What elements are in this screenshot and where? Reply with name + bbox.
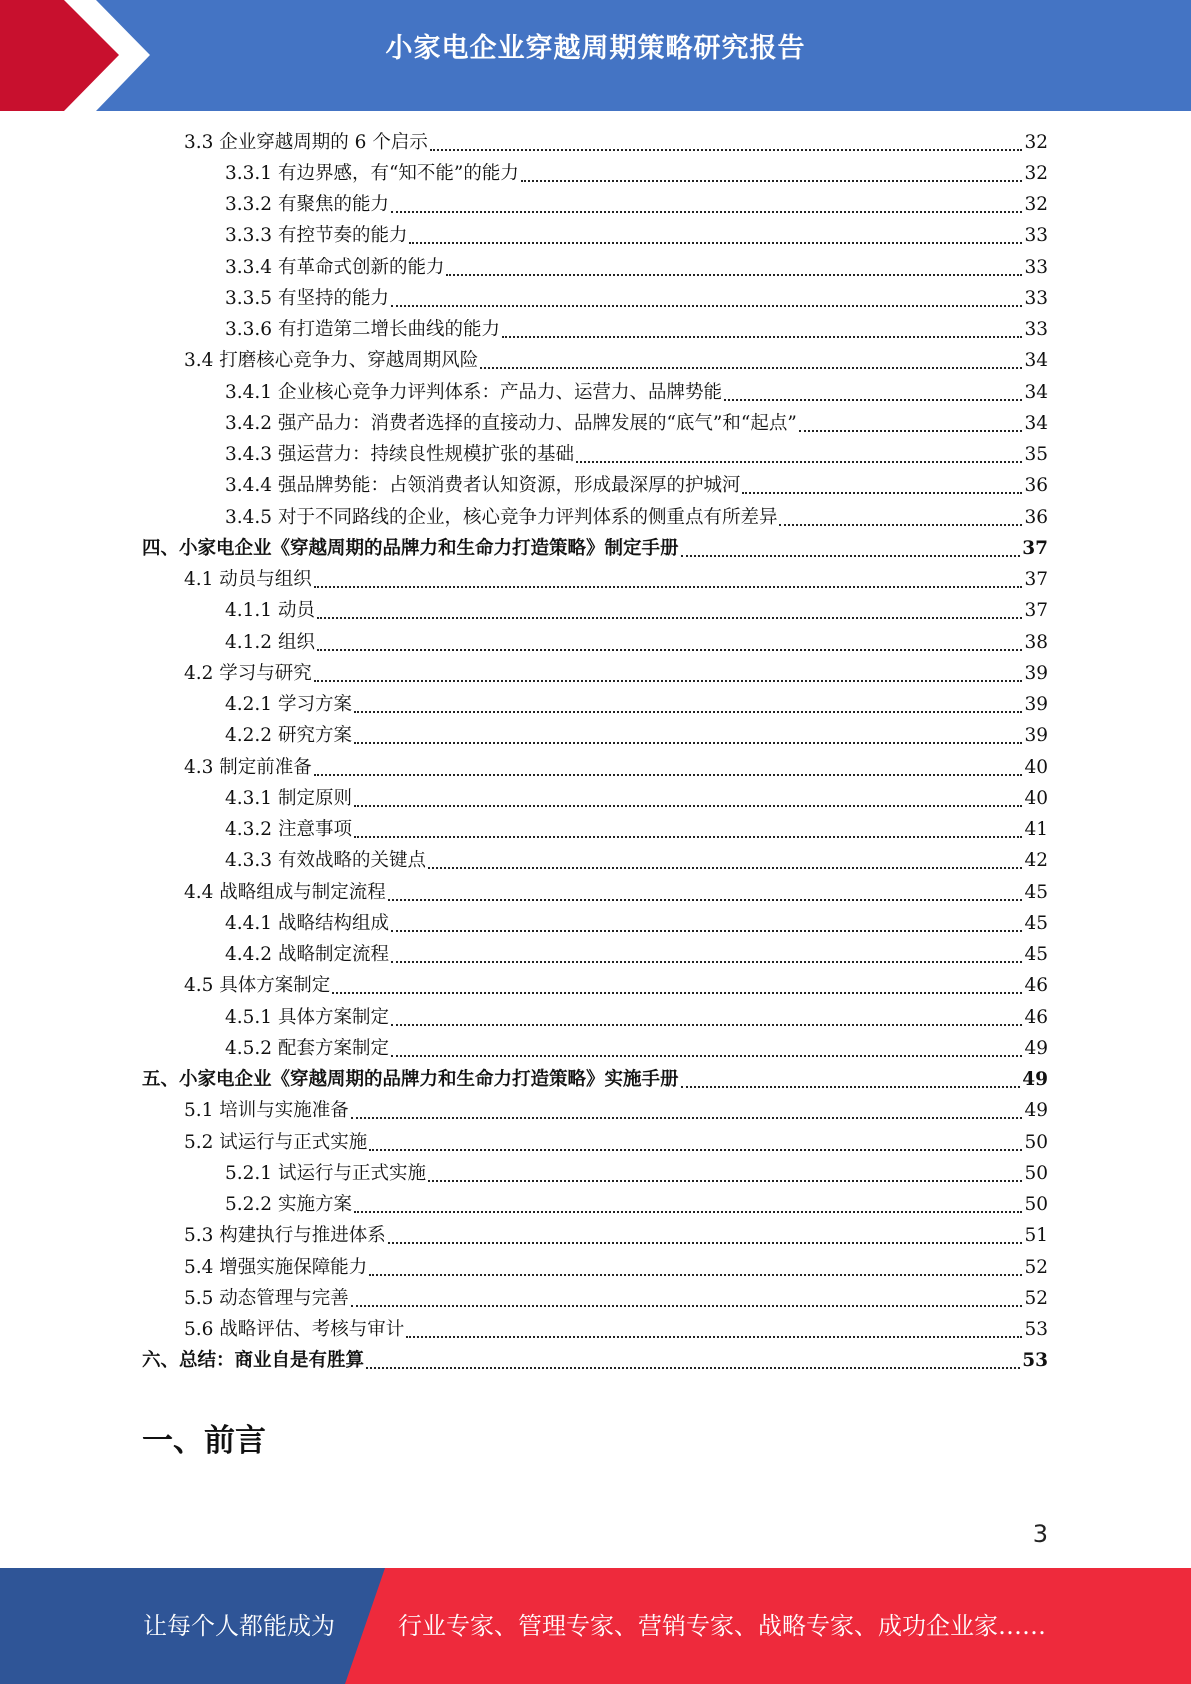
toc-entry-page: 40 xyxy=(1024,787,1048,809)
toc-entry-page: 33 xyxy=(1024,256,1048,278)
toc-entry[interactable] xyxy=(225,221,1048,252)
toc-entry[interactable] xyxy=(184,565,1048,596)
toc-dot-leader xyxy=(351,1289,1023,1307)
toc-entry[interactable] xyxy=(184,346,1048,377)
toc-entry-page: 50 xyxy=(1024,1131,1048,1153)
toc-entry[interactable] xyxy=(184,1096,1048,1127)
toc-entry-title: 4.5 具体方案制定 xyxy=(184,975,331,997)
toc-entry[interactable] xyxy=(184,971,1048,1002)
toc-entry-row[interactable] xyxy=(0,315,1191,346)
toc-entry-row[interactable] xyxy=(0,971,1191,1002)
toc-entry-title: 5.2 试运行与正式实施 xyxy=(184,1131,368,1153)
toc-entry-title: 4.5.1 具体方案制定 xyxy=(225,1006,389,1028)
toc-entry-title: 3.4.1 企业核心竞争力评判体系：产品力、运营力、品牌势能 xyxy=(225,381,722,403)
toc-entry-page: 32 xyxy=(1024,162,1048,184)
toc-entry-title: 3.3.2 有聚焦的能力 xyxy=(225,194,389,216)
toc-entry-row[interactable] xyxy=(0,690,1191,721)
toc-entry-row[interactable] xyxy=(0,1283,1191,1314)
toc-entry-title: 3.3.6 有打造第二增长曲线的能力 xyxy=(225,319,500,341)
toc-entry-page: 45 xyxy=(1024,881,1048,903)
toc-dot-leader xyxy=(354,726,1023,744)
toc-entry-row[interactable] xyxy=(0,908,1191,939)
toc-entry-page: 37 xyxy=(1022,537,1048,559)
toc-entry-row[interactable] xyxy=(0,1096,1191,1127)
toc-entry-row[interactable] xyxy=(0,502,1191,533)
toc-entry-row[interactable] xyxy=(0,783,1191,814)
toc-entry-page: 51 xyxy=(1024,1225,1048,1247)
toc-entry-title: 5.3 构建执行与推进体系 xyxy=(184,1225,386,1247)
toc-entry-row[interactable] xyxy=(0,252,1191,283)
toc-entry-page: 33 xyxy=(1024,225,1048,247)
toc-entry-title: 3.4.4 强品牌势能：占领消费者认知资源，形成最深厚的护城河 xyxy=(225,475,741,497)
toc-entry[interactable] xyxy=(184,1221,1048,1252)
toc-entry[interactable] xyxy=(142,1065,1048,1096)
toc-entry-row[interactable] xyxy=(0,1221,1191,1252)
toc-entry-title: 4.4.2 战略制定流程 xyxy=(225,944,389,966)
toc-entry[interactable] xyxy=(184,1252,1048,1283)
toc-dot-leader xyxy=(480,351,1022,369)
toc-entry-row[interactable] xyxy=(0,1346,1191,1377)
toc-dot-leader xyxy=(521,164,1023,182)
toc-entry-title: 4.2 学习与研究 xyxy=(184,662,312,684)
toc-entry-row[interactable] xyxy=(0,533,1191,564)
toc-entry-row[interactable] xyxy=(0,596,1191,627)
toc-dot-leader xyxy=(406,1320,1022,1338)
toc-entry-row[interactable] xyxy=(0,1315,1191,1346)
toc-entry-row[interactable] xyxy=(0,877,1191,908)
toc-entry[interactable] xyxy=(184,877,1048,908)
toc-entry-title: 4.3.1 制定原则 xyxy=(225,787,352,809)
toc-entry-row[interactable] xyxy=(0,283,1191,314)
toc-entry-title: 4.4.1 战略结构组成 xyxy=(225,912,389,934)
toc-entry[interactable] xyxy=(184,1283,1048,1314)
toc-entry-title: 3.4.5 对于不同路线的企业，核心竞争力评判体系的侧重点有所差异 xyxy=(225,506,778,528)
toc-dot-leader xyxy=(391,914,1022,932)
toc-entry-title: 5.2.2 实施方案 xyxy=(225,1194,352,1216)
toc-entry-title: 3.3 企业穿越周期的 6 个启示 xyxy=(184,131,428,153)
toc-entry-title: 5.5 动态管理与完善 xyxy=(184,1287,349,1309)
toc-dot-leader xyxy=(779,508,1022,526)
toc-entry-title: 3.3.5 有坚持的能力 xyxy=(225,287,389,309)
toc-entry-row[interactable] xyxy=(0,846,1191,877)
table-of-contents xyxy=(0,127,1191,1377)
toc-entry-title: 5.2.1 试运行与正式实施 xyxy=(225,1162,426,1184)
toc-entry[interactable] xyxy=(225,315,1048,346)
toc-entry-row[interactable] xyxy=(0,1065,1191,1096)
toc-entry-title: 4.1 动员与组织 xyxy=(184,569,312,591)
toc-entry[interactable] xyxy=(225,721,1048,752)
toc-entry-page: 38 xyxy=(1024,631,1048,653)
toc-entry-title: 5.1 培训与实施准备 xyxy=(184,1100,349,1122)
toc-entry-row[interactable] xyxy=(0,1033,1191,1064)
toc-entry-title: 3.3.4 有革命式创新的能力 xyxy=(225,256,445,278)
toc-entry-page: 37 xyxy=(1024,569,1048,591)
toc-entry[interactable] xyxy=(225,940,1048,971)
toc-entry[interactable] xyxy=(225,846,1048,877)
toc-entry-row[interactable] xyxy=(0,471,1191,502)
toc-dot-leader xyxy=(681,539,1021,557)
toc-entry-page: 33 xyxy=(1024,319,1048,341)
toc-entry-title: 5.4 增强实施保障能力 xyxy=(184,1256,368,1278)
toc-entry[interactable] xyxy=(225,815,1048,846)
toc-entry-page: 49 xyxy=(1022,1069,1048,1091)
toc-entry-title: 4.1.1 动员 xyxy=(225,600,315,622)
toc-entry-row[interactable] xyxy=(0,627,1191,658)
page-header xyxy=(0,0,1191,111)
toc-dot-leader xyxy=(314,664,1023,682)
toc-entry-page: 49 xyxy=(1024,1037,1048,1059)
section-heading: 一、前言 xyxy=(142,1423,266,1459)
toc-entry-row[interactable] xyxy=(0,940,1191,971)
toc-dot-leader xyxy=(369,1258,1022,1276)
toc-entry[interactable] xyxy=(225,1002,1048,1033)
toc-entry[interactable] xyxy=(225,1158,1048,1189)
toc-entry-page: 37 xyxy=(1024,600,1048,622)
toc-entry-title: 3.4.3 强运营力：持续良性规模扩张的基础 xyxy=(225,444,574,466)
toc-dot-leader xyxy=(391,1008,1022,1026)
toc-entry[interactable] xyxy=(225,440,1048,471)
toc-entry[interactable] xyxy=(225,596,1048,627)
toc-entry-page: 50 xyxy=(1024,1194,1048,1216)
toc-dot-leader xyxy=(681,1070,1021,1088)
toc-entry-row[interactable] xyxy=(0,1252,1191,1283)
toc-entry-title: 4.2.1 学习方案 xyxy=(225,694,352,716)
toc-dot-leader xyxy=(388,883,1023,901)
toc-dot-leader xyxy=(332,976,1022,994)
toc-entry-row[interactable] xyxy=(0,190,1191,221)
toc-entry-page: 53 xyxy=(1022,1350,1048,1372)
toc-entry-title: 3.4 打磨核心竞争力、穿越周期风险 xyxy=(184,350,479,372)
toc-entry-page: 36 xyxy=(1024,475,1048,497)
toc-entry-title: 4.3.2 注意事项 xyxy=(225,819,352,841)
toc-entry-page: 53 xyxy=(1024,1319,1048,1341)
toc-entry-row[interactable] xyxy=(0,440,1191,471)
toc-entry-page: 42 xyxy=(1024,850,1048,872)
toc-entry[interactable] xyxy=(225,502,1048,533)
toc-dot-leader xyxy=(391,945,1022,963)
toc-entry[interactable] xyxy=(184,752,1048,783)
toc-entry[interactable] xyxy=(184,1127,1048,1158)
toc-entry[interactable] xyxy=(225,377,1048,408)
toc-entry-page: 45 xyxy=(1024,944,1048,966)
toc-dot-leader xyxy=(314,758,1023,776)
toc-dot-leader xyxy=(388,1226,1023,1244)
toc-entry-title: 5.6 战略评估、考核与审计 xyxy=(184,1319,405,1341)
toc-entry[interactable] xyxy=(142,1346,1048,1377)
toc-entry[interactable] xyxy=(225,190,1048,221)
toc-entry-row[interactable] xyxy=(0,658,1191,689)
toc-entry[interactable] xyxy=(225,252,1048,283)
toc-entry-page: 34 xyxy=(1024,350,1048,372)
toc-dot-leader xyxy=(391,1039,1022,1057)
toc-entry-row[interactable] xyxy=(0,127,1191,158)
toc-entry-row[interactable] xyxy=(0,377,1191,408)
toc-dot-leader xyxy=(428,1164,1022,1182)
toc-dot-leader xyxy=(351,1101,1023,1119)
toc-dot-leader xyxy=(430,133,1023,151)
toc-dot-leader xyxy=(354,695,1023,713)
toc-entry[interactable] xyxy=(225,408,1048,439)
header-title: 小家电企业穿越周期策略研究报告 xyxy=(385,33,806,64)
toc-entry-title: 4.3.3 有效战略的关键点 xyxy=(225,850,426,872)
toc-entry-title: 五、小家电企业《穿越周期的品牌力和生命力打造策略》实施手册 xyxy=(142,1069,679,1091)
toc-dot-leader xyxy=(391,195,1022,213)
toc-entry-page: 52 xyxy=(1024,1256,1048,1278)
toc-entry-row[interactable] xyxy=(0,221,1191,252)
toc-entry-row[interactable] xyxy=(0,565,1191,596)
toc-entry[interactable] xyxy=(142,533,1048,564)
footer-slogan-right: 行业专家、管理专家、营销专家、战略专家、成功企业家…… xyxy=(398,1612,1046,1640)
toc-entry-row[interactable] xyxy=(0,408,1191,439)
toc-entry-page: 32 xyxy=(1024,131,1048,153)
toc-dot-leader xyxy=(366,1351,1020,1369)
toc-dot-leader xyxy=(502,320,1022,338)
toc-entry[interactable] xyxy=(184,1315,1048,1346)
toc-entry[interactable] xyxy=(225,1033,1048,1064)
toc-entry-page: 46 xyxy=(1024,1006,1048,1028)
toc-entry-page: 45 xyxy=(1024,912,1048,934)
toc-entry-row[interactable] xyxy=(0,752,1191,783)
toc-dot-leader xyxy=(317,633,1023,651)
toc-entry-page: 39 xyxy=(1024,662,1048,684)
toc-entry-page: 50 xyxy=(1024,1162,1048,1184)
page-footer xyxy=(0,1568,1191,1684)
toc-entry[interactable] xyxy=(184,658,1048,689)
toc-entry[interactable] xyxy=(225,471,1048,502)
toc-entry-row[interactable] xyxy=(0,1190,1191,1221)
toc-entry[interactable] xyxy=(225,908,1048,939)
toc-entry[interactable] xyxy=(225,690,1048,721)
toc-dot-leader xyxy=(799,414,1023,432)
toc-dot-leader xyxy=(409,226,1022,244)
toc-entry-row[interactable] xyxy=(0,815,1191,846)
toc-entry-page: 39 xyxy=(1024,725,1048,747)
toc-entry-title: 六、总结：商业自是有胜算 xyxy=(142,1350,365,1372)
toc-entry[interactable] xyxy=(225,1190,1048,1221)
toc-entry-title: 4.1.2 组织 xyxy=(225,631,315,653)
toc-dot-leader xyxy=(742,476,1022,494)
toc-entry-page: 39 xyxy=(1024,694,1048,716)
toc-entry[interactable] xyxy=(225,783,1048,814)
toc-entry-title: 3.3.3 有控节奏的能力 xyxy=(225,225,408,247)
toc-entry-title: 四、小家电企业《穿越周期的品牌力和生命力打造策略》制定手册 xyxy=(142,537,679,559)
toc-entry-page: 35 xyxy=(1024,444,1048,466)
toc-entry-row[interactable] xyxy=(0,158,1191,189)
toc-entry[interactable] xyxy=(225,627,1048,658)
toc-entry-page: 46 xyxy=(1024,975,1048,997)
toc-entry-title: 3.4.2 强产品力：消费者选择的直接动力、品牌发展的“底气”和“起点” xyxy=(225,412,797,434)
toc-entry-row[interactable] xyxy=(0,721,1191,752)
toc-entry-row[interactable] xyxy=(0,1158,1191,1189)
toc-dot-leader xyxy=(354,820,1023,838)
toc-entry-title: 4.2.2 研究方案 xyxy=(225,725,352,747)
footer-slogan-left: 让每个人都能成为 xyxy=(143,1612,335,1640)
toc-entry[interactable] xyxy=(225,283,1048,314)
toc-dot-leader xyxy=(428,851,1022,869)
toc-dot-leader xyxy=(576,445,1022,463)
toc-dot-leader xyxy=(391,289,1022,307)
toc-entry-page: 49 xyxy=(1024,1100,1048,1122)
toc-dot-leader xyxy=(724,383,1022,401)
toc-entry-row[interactable] xyxy=(0,1127,1191,1158)
toc-entry[interactable] xyxy=(184,127,1048,158)
toc-entry-page: 34 xyxy=(1024,412,1048,434)
toc-entry-page: 34 xyxy=(1024,381,1048,403)
toc-entry-title: 4.4 战略组成与制定流程 xyxy=(184,881,386,903)
toc-entry-title: 4.5.2 配套方案制定 xyxy=(225,1037,389,1059)
toc-dot-leader xyxy=(354,789,1023,807)
toc-entry-page: 33 xyxy=(1024,287,1048,309)
toc-entry-row[interactable] xyxy=(0,1002,1191,1033)
toc-entry-page: 36 xyxy=(1024,506,1048,528)
toc-dot-leader xyxy=(354,1195,1023,1213)
toc-dot-leader xyxy=(314,570,1023,588)
toc-entry-page: 41 xyxy=(1024,819,1048,841)
toc-entry-title: 4.3 制定前准备 xyxy=(184,756,312,778)
toc-dot-leader xyxy=(369,1133,1022,1151)
toc-entry[interactable] xyxy=(225,158,1048,189)
toc-dot-leader xyxy=(446,258,1022,276)
toc-entry-page: 40 xyxy=(1024,756,1048,778)
toc-entry-row[interactable] xyxy=(0,346,1191,377)
toc-dot-leader xyxy=(317,601,1023,619)
toc-entry-page: 32 xyxy=(1024,194,1048,216)
toc-entry-page: 52 xyxy=(1024,1287,1048,1309)
toc-entry-title: 3.3.1 有边界感，有“知不能”的能力 xyxy=(225,162,519,184)
page-number: 3 xyxy=(1032,1520,1048,1548)
